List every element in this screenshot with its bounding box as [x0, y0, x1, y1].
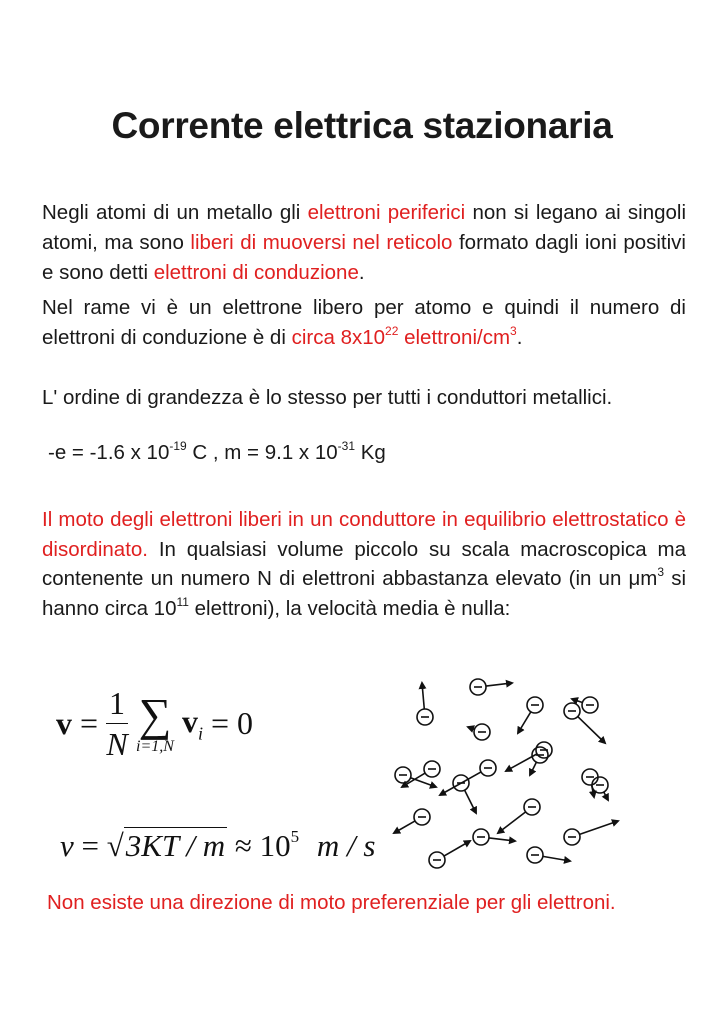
velocity-term-index: i — [197, 723, 203, 744]
unit-exponent: 3 — [510, 324, 517, 338]
velocity-arrow — [498, 812, 526, 833]
summation-symbol: ∑ — [138, 688, 172, 740]
electron-14 — [394, 809, 430, 833]
electron-6 — [468, 724, 490, 740]
text: formato dagli ioni positivi e sono detti — [42, 231, 686, 284]
text: si hanno circa 10 — [42, 567, 686, 620]
speed-symbol: v — [60, 828, 74, 863]
micrometer-exponent: 3 — [657, 565, 665, 579]
mass-exponent: -31 — [337, 439, 356, 453]
velocity-arrow — [394, 821, 415, 833]
paragraph-copper — [42, 293, 686, 353]
fraction-numerator: 1 — [106, 683, 128, 724]
speed-unit: m / s — [316, 828, 376, 863]
paragraph-free-electrons — [42, 198, 686, 288]
mass-value: C , m = 9.1 x 10 — [186, 441, 338, 464]
velocity-arrow — [604, 792, 608, 800]
summation-index: i=1,N — [136, 737, 174, 755]
highlight-conduction-electrons: elettroni di conduzione — [153, 261, 359, 284]
velocity-arrow — [411, 778, 436, 787]
text: Nel rame vi è un elettrone libero per atomo e quindi il numero di elettroni di conduzione è di — [42, 296, 686, 349]
velocity-vector-symbol: v — [56, 705, 72, 741]
equals-sign: = — [81, 828, 99, 863]
electron-19 — [429, 841, 470, 868]
conclusion-text: Non esiste una direzione di moto preferenziale per gli elettroni. — [47, 891, 616, 914]
velocity-arrow — [506, 754, 537, 771]
thermal-speed-formula — [60, 828, 375, 864]
count-exponent: 11 — [176, 594, 189, 609]
electron-8 — [564, 703, 605, 743]
text: elettroni), la velocità media è nulla: — [188, 596, 511, 620]
paragraph-constants — [48, 438, 692, 468]
velocity-arrow — [489, 838, 515, 841]
text: non si legano ai singoli atomi, ma sono — [42, 201, 687, 254]
density-exponent: 22 — [385, 324, 399, 338]
electron-1 — [417, 683, 433, 725]
velocity-arrow — [572, 699, 582, 702]
mass-unit: Kg — [355, 441, 386, 464]
fraction — [106, 683, 128, 764]
charge-value: -e = -1.6 x 10 — [48, 441, 170, 464]
density-base: circa 8x10 — [291, 326, 386, 349]
electron-10 — [440, 760, 496, 795]
power-exponent: 5 — [290, 827, 300, 846]
highlight-density — [292, 326, 517, 349]
velocity-arrow — [580, 821, 618, 834]
velocity-arrow — [543, 856, 570, 861]
equals-zero: = 0 — [210, 705, 254, 741]
electron-11 — [506, 742, 552, 771]
equals-sign: = — [80, 705, 99, 741]
velocity-arrow — [518, 712, 531, 733]
electron-5 — [402, 761, 440, 787]
text: Negli atomi di un metallo gli — [42, 201, 308, 224]
electron-2 — [470, 679, 512, 695]
sqrt-symbol: √ — [106, 828, 124, 863]
slide-title: Corrente elettrica stazionaria — [111, 105, 613, 146]
highlight-disordered: Il moto degli elettroni liberi in un conduttore in equilibrio elettrostatico è disordinato. — [42, 508, 686, 561]
velocity-arrow — [444, 841, 470, 856]
velocity-arrow — [578, 717, 605, 743]
electron-3 — [518, 697, 543, 733]
sqrt-argument: 3KT / m — [125, 828, 226, 863]
approx-value: ≈ 10 — [234, 828, 291, 863]
text: . — [516, 326, 523, 349]
fraction-denominator: N — [106, 726, 128, 762]
paragraph-order-of-magnitude: L' ordine di grandezza è lo stesso per tutti i conduttori metallici. — [42, 386, 613, 409]
velocity-arrow — [486, 683, 512, 686]
density-unit: elettroni/cm — [398, 326, 511, 349]
velocity-term-symbol: v — [181, 702, 198, 739]
micrometer: μm — [628, 567, 658, 590]
electron-motion-diagram — [360, 665, 630, 880]
text: . — [358, 261, 365, 284]
mean-velocity-formula — [56, 683, 253, 764]
summation — [136, 688, 174, 756]
velocity-term — [181, 702, 203, 744]
electron-7 — [530, 747, 548, 775]
charge-exponent: -19 — [169, 439, 187, 453]
velocity-arrow — [468, 727, 474, 729]
velocity-arrow — [530, 762, 536, 775]
highlight-free-to-move: liberi di muoversi nel reticolo — [190, 231, 453, 254]
velocity-arrow — [422, 683, 424, 709]
electron-17 — [473, 829, 515, 845]
electron-20 — [527, 847, 570, 863]
highlight-peripheral-electrons: elettroni periferici — [307, 201, 466, 224]
text: In qualsiasi volume piccolo su scala macroscopica ma contenente un numero N di elettroni abbastanza elevato (in un — [42, 537, 686, 590]
velocity-arrow — [465, 790, 476, 813]
electron-12 — [582, 769, 598, 797]
electron-18 — [564, 821, 618, 845]
electron-15 — [498, 799, 540, 833]
paragraph-disordered-motion — [42, 505, 686, 623]
